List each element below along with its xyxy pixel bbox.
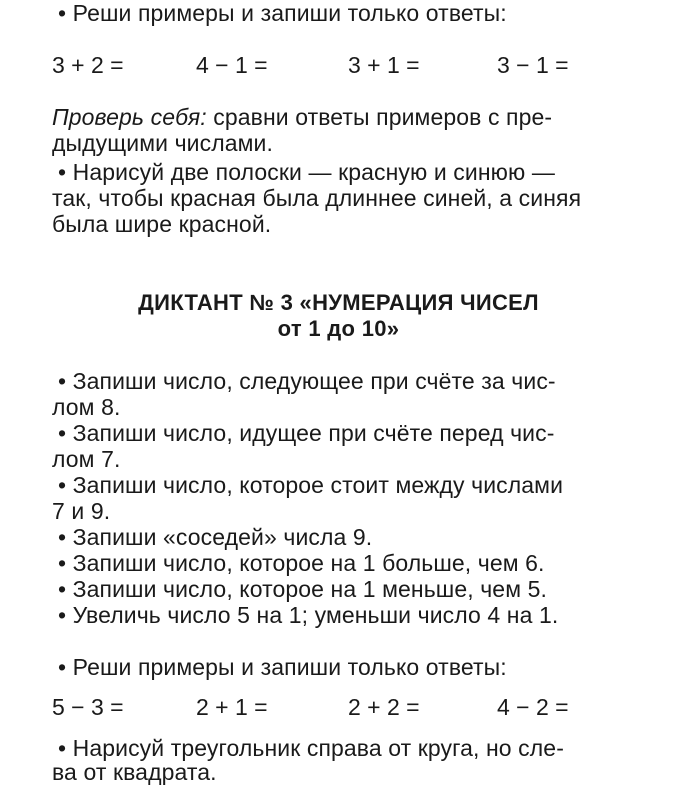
- examples-row-2: [0, 694, 677, 724]
- task-draw-stripes-line-3: была шире красной.: [52, 211, 272, 237]
- example: 2 + 1 =: [196, 694, 268, 720]
- dictation-item-1: • Запиши число, следующее при счёте за чис-: [58, 368, 556, 394]
- dictation-item-4: • Запиши «соседей» числа 9.: [58, 524, 373, 550]
- example: 5 − 3 =: [52, 694, 124, 720]
- dictation-item-2-cont: лом 7.: [52, 446, 121, 472]
- dictation-title-line-2: от 1 до 10»: [277, 316, 400, 341]
- dictation-item-2: • Запиши число, идущее при счёте перед чис-: [58, 420, 555, 446]
- check-yourself-line: [52, 104, 552, 131]
- dictation-item-5: • Запиши число, которое на 1 больше, чем 6.: [58, 550, 545, 576]
- examples-row-1: [0, 52, 677, 82]
- task-solve-examples-2: • Реши примеры и запиши только ответы:: [58, 654, 507, 680]
- dictation-title-line-1: ДИКТАНТ № 3 «НУМЕРАЦИЯ ЧИСЕЛ: [138, 290, 539, 315]
- dictation-item-1-cont: лом 8.: [52, 394, 121, 420]
- task-draw-triangle-cont: ва от квадрата.: [52, 759, 217, 785]
- example: 2 + 2 =: [348, 694, 420, 720]
- dictation-item-7: • Увеличь число 5 на 1; уменьши число 4 на 1.: [58, 602, 559, 628]
- dictation-item-3-cont: 7 и 9.: [52, 498, 111, 524]
- example: 4 − 1 =: [196, 52, 268, 78]
- check-yourself-label: Проверь себя:: [52, 104, 207, 130]
- check-yourself-line-2: дыдущими числами.: [52, 130, 273, 156]
- task-draw-stripes: • Нарисуй две полоски — красную и синюю —: [58, 159, 555, 185]
- task-draw-triangle: • Нарисуй треугольник справа от круга, но сле-: [58, 735, 564, 761]
- example: 3 − 1 =: [497, 52, 569, 78]
- example: 4 − 2 =: [497, 694, 569, 720]
- task-draw-stripes-line-2: так, чтобы красная была длиннее синей, а синяя: [52, 185, 582, 211]
- task-solve-examples: • Реши примеры и запиши только ответы:: [58, 0, 507, 26]
- check-yourself-text: сравни ответы примеров с пре-: [206, 104, 553, 130]
- dictation-item-3: • Запиши число, которое стоит между числами: [58, 472, 564, 498]
- example: 3 + 1 =: [348, 52, 420, 78]
- example: 3 + 2 =: [52, 52, 124, 78]
- dictation-item-6: • Запиши число, которое на 1 меньше, чем 5.: [58, 576, 547, 602]
